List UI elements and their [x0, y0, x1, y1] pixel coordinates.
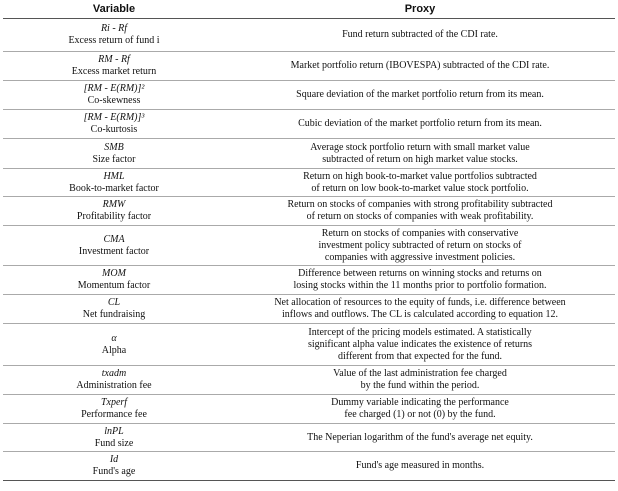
proxy-cell: Return on stocks of companies with strong profitability subtracted of return on stocks of companies with weak profitability. [225, 197, 615, 226]
proxy-cell: Return on stocks of companies with conservative investment policy subtracted of return on stocks of companies with aggressive investment policies. [225, 226, 615, 266]
variable-name: Excess market return [71, 66, 157, 77]
proxy-cell: Square deviation of the market portfolio return from its mean. [225, 81, 615, 110]
proxy-cell: The Neperian logarithm of the fund's average net equity. [225, 424, 615, 452]
table-header-row [3, 3, 615, 19]
variable-symbol: CL [107, 297, 121, 308]
table-row [3, 395, 615, 424]
variable-name: Investment factor [78, 245, 150, 257]
variable-name: Size factor [92, 153, 136, 165]
proxy-cell: Cubic deviation of the market portfolio return from its mean. [225, 110, 615, 139]
variable-name: Performance fee [81, 409, 147, 420]
proxy-cell: Value of the last administration fee charged by the fund within the period. [225, 366, 615, 395]
variable-name: Co-skewness [87, 95, 141, 106]
proxy-cell: Fund return subtracted of the CDI rate. [225, 19, 615, 52]
table-row [3, 81, 615, 110]
variable-symbol: Id [109, 454, 119, 465]
variable-cell [3, 139, 225, 169]
variable-symbol: [RM - E(RM)]² [83, 83, 145, 94]
proxy-cell: Market portfolio return (IBOVESPA) subtracted of the CDI rate. [225, 52, 615, 81]
variable-name: Alpha [101, 344, 127, 356]
variable-cell [3, 395, 225, 424]
table-row [3, 226, 615, 266]
variable-symbol: SMB [104, 141, 124, 153]
variable-cell [3, 266, 225, 295]
variable-cell [3, 19, 225, 52]
proxy-cell: Net allocation of resources to the equity of funds, i.e. difference between inflows and outflows. The CL is calculated according to equation 12. [225, 295, 615, 324]
table-row [3, 452, 615, 481]
variables-table-container [3, 0, 615, 481]
header-variable: Variable [3, 3, 225, 19]
variables-table [3, 3, 615, 481]
variable-symbol: HML [103, 170, 125, 182]
table-row [3, 324, 615, 366]
variable-symbol: RM - Rf [98, 54, 130, 65]
table-row [3, 295, 615, 324]
variable-symbol: MOM [102, 268, 126, 279]
header-proxy: Proxy [225, 3, 615, 19]
variable-symbol: CMA [103, 233, 125, 245]
variable-cell [3, 226, 225, 266]
table-row [3, 266, 615, 295]
table-row [3, 19, 615, 52]
table-row [3, 139, 615, 169]
variable-cell [3, 452, 225, 481]
variable-name: Profitability factor [76, 211, 152, 222]
variable-symbol: Ri - Rf [100, 23, 128, 34]
variable-name: Net fundraising [82, 309, 146, 320]
variable-name: Momentum factor [77, 280, 151, 291]
table-row [3, 366, 615, 395]
variable-name: Book-to-market factor [69, 182, 159, 194]
variable-name: Fund size [94, 437, 134, 449]
proxy-cell: Fund's age measured in months. [225, 452, 615, 481]
proxy-cell: Difference between returns on winning stocks and returns on losing stocks within the 11 months prior to portfolio formation. [225, 266, 615, 295]
variable-cell [3, 197, 225, 226]
proxy-cell: Average stock portfolio return with small market value subtracted of return on high market value stocks. [225, 139, 615, 169]
variable-symbol: lnPL [104, 425, 124, 437]
variable-cell [3, 424, 225, 452]
table-row [3, 169, 615, 197]
variable-symbol: txadm [101, 368, 127, 379]
variable-cell [3, 295, 225, 324]
variable-symbol: α [111, 332, 117, 344]
proxy-cell: Intercept of the pricing models estimated. A statistically significant alpha value indicates the existence of returns different from that expected for the fund. [225, 324, 615, 366]
variable-name: Fund's age [92, 466, 136, 477]
table-row [3, 110, 615, 139]
variable-symbol: RMW [102, 199, 126, 210]
variable-cell [3, 81, 225, 110]
table-row [3, 52, 615, 81]
table-row [3, 197, 615, 226]
variable-cell [3, 366, 225, 395]
variable-name: Administration fee [76, 380, 152, 391]
variable-cell [3, 52, 225, 81]
variable-symbol: Txperf [100, 397, 128, 408]
table-row [3, 424, 615, 452]
variable-symbol: [RM - E(RM)]³ [83, 112, 145, 123]
variable-cell [3, 169, 225, 197]
proxy-cell: Return on high book-to-market value portfolios subtracted of return on low book-to-market value stock portfolio. [225, 169, 615, 197]
proxy-cell: Dummy variable indicating the performance fee charged (1) or not (0) by the fund. [225, 395, 615, 424]
variable-name: Co-kurtosis [90, 124, 138, 135]
variable-cell [3, 110, 225, 139]
variable-cell [3, 324, 225, 366]
variable-name: Excess return of fund i [68, 35, 160, 46]
